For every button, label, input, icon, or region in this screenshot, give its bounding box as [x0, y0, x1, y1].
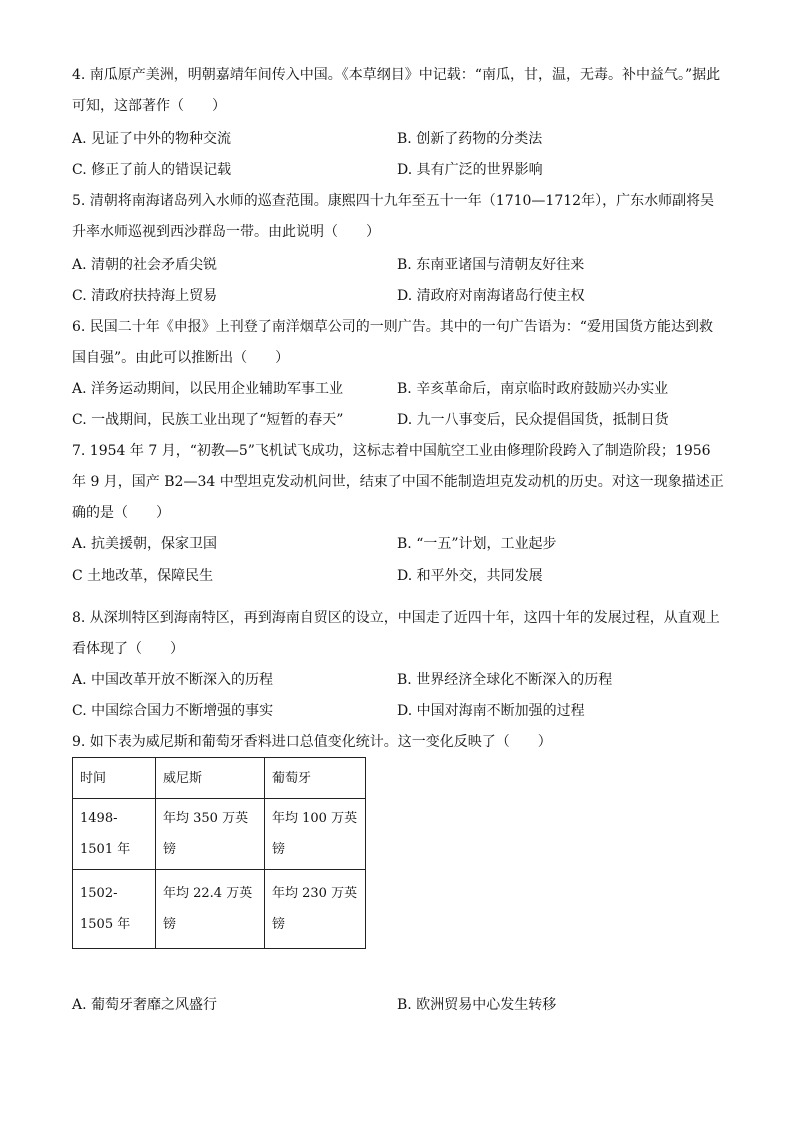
question-4-option-b[interactable]: B. 创新了药物的分类法: [397, 131, 543, 147]
table-cell: 年均 230 万英镑: [265, 870, 366, 949]
question-8-option-c[interactable]: C. 中国综合国力不断增强的事实: [72, 703, 274, 719]
table-header-row: [73, 758, 366, 799]
question-7-option-c[interactable]: C 土地改革，保障民生: [72, 568, 214, 584]
table-header-cell: 威尼斯: [156, 758, 265, 799]
table-cell: 年均 22.4 万英镑: [156, 870, 265, 949]
table-header-cell: 时间: [73, 758, 156, 799]
question-8-option-d[interactable]: D. 中国对海南不断加强的过程: [397, 703, 585, 719]
question-9-option-b[interactable]: B. 欧洲贸易中心发生转移: [397, 997, 557, 1013]
table-row: [73, 870, 366, 949]
question-9-option-a[interactable]: A. 葡萄牙奢靡之风盛行: [72, 997, 218, 1013]
question-7-stem: 7. 1954 年 7 月，“初教—5”飞机试飞成功，这标志着中国航空工业由修理阶段跨入了制造阶段；1956 年 9 月，国产 B2—34 中型坦克发动机问世，结束了中国不能制造坦克发动机的历史。对这一现象描述正确的是（ ）: [72, 443, 724, 521]
table-header-cell: 葡萄牙: [265, 758, 366, 799]
question-7-option-a[interactable]: A. 抗美援朝，保家卫国: [72, 536, 218, 552]
question-5-stem: 5. 清朝将南海诸岛列入水师的巡查范围。康熙四十九年至五十一年（1710—1712年），广东水师副将吴升率水师巡视到西沙群岛一带。由此说明（ ）: [72, 193, 715, 240]
question-7-option-d[interactable]: D. 和平外交，共同发展: [397, 568, 543, 584]
table-cell: 1502-1505 年: [73, 870, 156, 949]
question-5-option-d[interactable]: D. 清政府对南海诸岛行使主权: [397, 288, 585, 304]
question-9-stem: 9. 如下表为威尼斯和葡萄牙香料进口总值变化统计。这一变化反映了（ ）: [72, 734, 552, 750]
question-6-option-c[interactable]: C. 一战期间，民族工业出现了“短暂的春天”: [72, 412, 344, 428]
table-cell: 年均 100 万英镑: [265, 799, 366, 870]
question-8-stem: 8. 从深圳特区到海南特区，再到海南自贸区的设立，中国走了近四十年，这四十年的发展过程，从直观上看体现了（ ）: [72, 610, 720, 657]
question-4-option-d[interactable]: D. 具有广泛的世界影响: [397, 162, 543, 178]
table-row: [73, 799, 366, 870]
question-6-stem: 6. 民国二十年《申报》上刊登了南洋烟草公司的一则广告。其中的一句广告语为：“爱用国货方能达到救国自强”。由此可以推断出（ ）: [72, 319, 713, 366]
question-5-option-a[interactable]: A. 清朝的社会矛盾尖锐: [72, 257, 218, 273]
table-cell: 年均 350 万英镑: [156, 799, 265, 870]
question-6-option-b[interactable]: B. 辛亥革命后，南京临时政府鼓励兴办实业: [397, 381, 669, 397]
question-6-option-d[interactable]: D. 九一八事变后，民众提倡国货，抵制日货: [397, 412, 669, 428]
question-5-option-c[interactable]: C. 清政府扶持海上贸易: [72, 288, 218, 304]
question-5-option-b[interactable]: B. 东南亚诸国与清朝友好往来: [397, 257, 585, 273]
question-8-option-a[interactable]: A. 中国改革开放不断深入的历程: [72, 672, 274, 688]
table-cell: 1498-1501 年: [73, 799, 156, 870]
trade-table: [72, 757, 366, 949]
question-8-option-b[interactable]: B. 世界经济全球化不断深入的历程: [397, 672, 613, 688]
question-7-option-b[interactable]: B. “一五”计划，工业起步: [397, 536, 557, 552]
question-4-option-c[interactable]: C. 修正了前人的错误记载: [72, 162, 232, 178]
question-6-option-a[interactable]: A. 洋务运动期间，以民用企业辅助军事工业: [72, 381, 344, 397]
question-4-option-a[interactable]: A. 见证了中外的物种交流: [72, 131, 232, 147]
question-4-stem: 4. 南瓜原产美洲，明朝嘉靖年间传入中国。《本草纲目》中记载：“南瓜，甘，温，无毒。补中益气。”据此可知，这部著作（ ）: [72, 67, 721, 114]
